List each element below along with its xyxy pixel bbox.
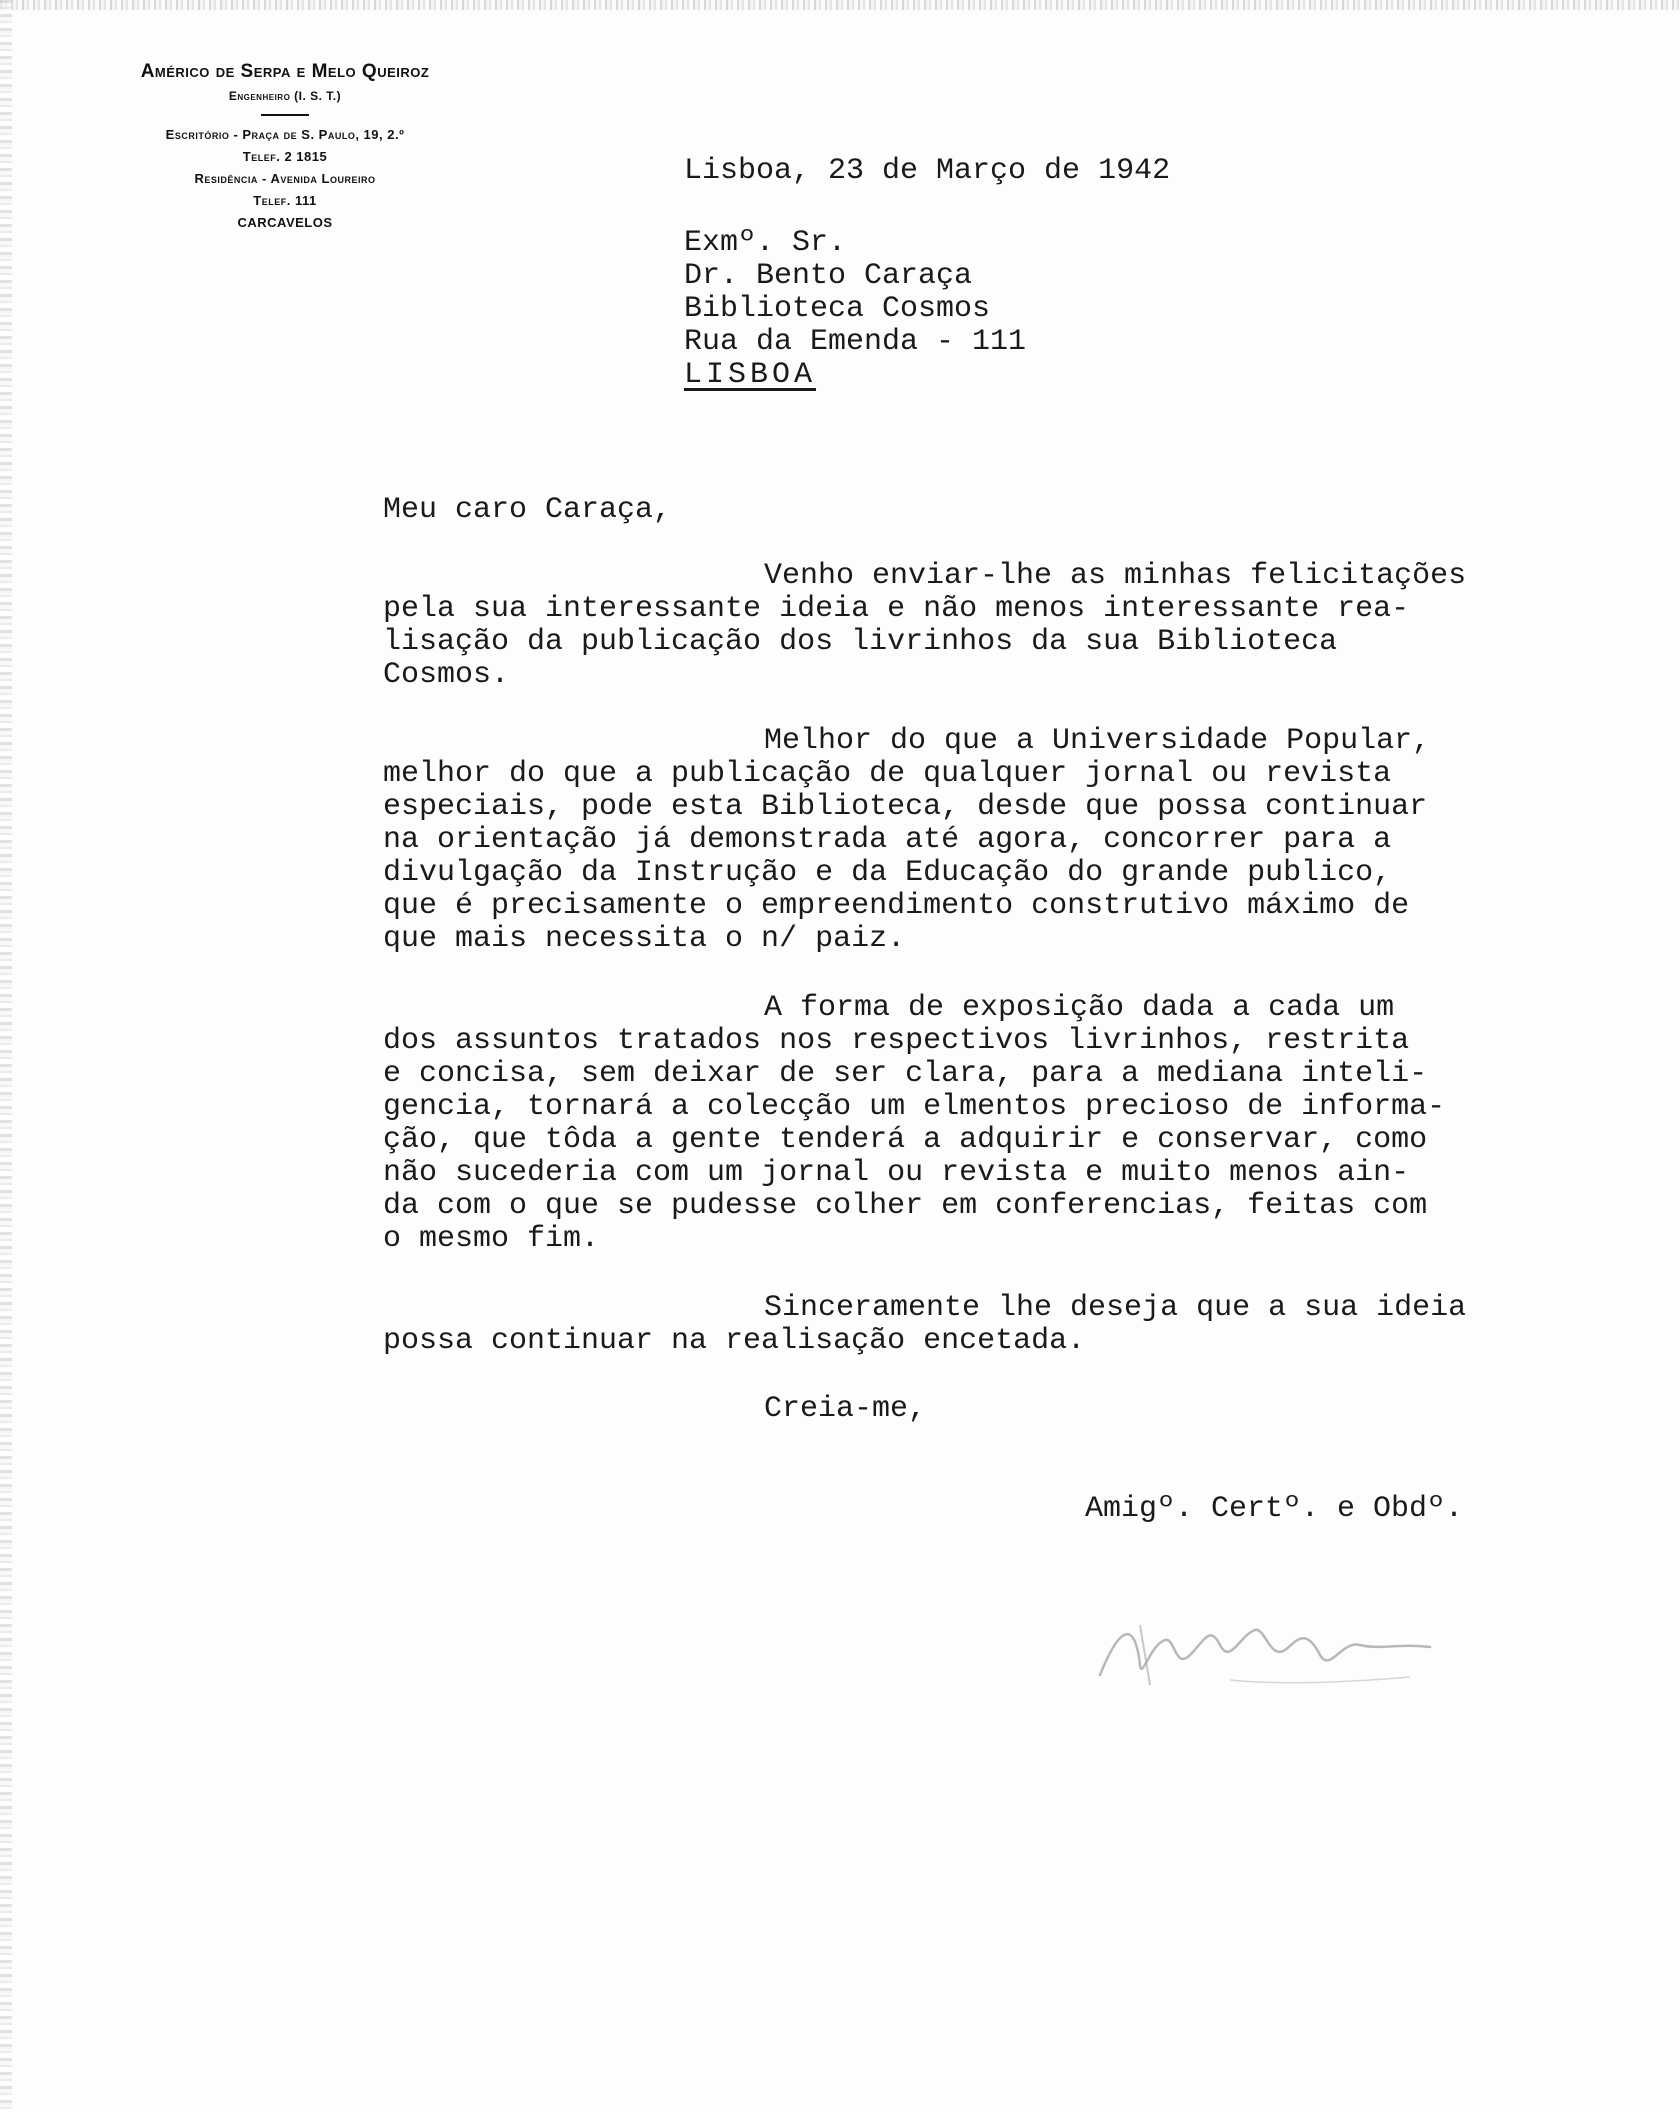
paragraph-line: pela sua interessante ideia e não menos interessante rea- xyxy=(383,592,1410,626)
paragraph-line: Cosmos. xyxy=(383,658,510,692)
recipient-salutation-line: Exmº. Sr. xyxy=(684,226,847,260)
paragraph-line: da com o que se pudesse colher em conferencias, feitas com xyxy=(383,1189,1428,1223)
paragraph-line: que é precisamente o empreendimento construtivo máximo de xyxy=(383,889,1410,923)
paragraph-line: não sucederia com um jornal ou revista e muito menos ain- xyxy=(383,1156,1410,1190)
letterhead-title: Engenheiro (I. S. T.) xyxy=(228,89,342,103)
closing: Creia-me, xyxy=(764,1392,927,1426)
paragraph-line: ção, que tôda a gente tenderá a adquirir e conservar, como xyxy=(383,1123,1428,1157)
paragraph-2 xyxy=(383,725,1563,956)
letterhead-name: Américo de Serpa e Melo Queiroz xyxy=(140,61,430,82)
paragraph-line: e concisa, sem deixar de ser clara, para a mediana inteli- xyxy=(383,1057,1428,1091)
paragraph-line: na orientação já demonstrada até agora, concorrer para a xyxy=(383,823,1392,857)
paragraph-line: o mesmo fim. xyxy=(383,1222,600,1256)
salutation: Meu caro Caraça, xyxy=(383,493,672,527)
paragraph-line: dos assuntos tratados nos respectivos livrinhos, restrita xyxy=(383,1024,1410,1058)
paragraph-3 xyxy=(383,992,1563,1256)
paragraph-line: Sinceramente lhe deseja que a sua ideia xyxy=(764,1291,1467,1325)
letterhead-office: Escritório - Praça de S. Paulo, 19, 2.º xyxy=(165,127,405,142)
recipient-street: Rua da Emenda - 111 xyxy=(684,325,1027,359)
letterhead-town: CARCAVELOS xyxy=(237,215,333,230)
paragraph-line: lisação da publicação dos livrinhos da sua Biblioteca xyxy=(383,625,1338,659)
letterhead-residence: Residência - Avenida Loureiro xyxy=(194,171,376,186)
recipient-organization: Biblioteca Cosmos xyxy=(684,292,991,326)
paragraph-line: Melhor do que a Universidade Popular, xyxy=(764,724,1431,758)
letterhead-office-phone: Telef. 2 1815 xyxy=(242,149,328,164)
paragraph-line: melhor do que a publicação de qualquer jornal ou revista xyxy=(383,757,1392,791)
recipient-name: Dr. Bento Caraça xyxy=(684,259,973,293)
paragraph-line: que mais necessita o n/ paiz. xyxy=(383,922,906,956)
letterhead-residence-phone: Telef. 111 xyxy=(253,193,317,208)
paragraph-line: A forma de exposição dada a cada um xyxy=(764,991,1395,1025)
paragraph-line: especiais, pode esta Biblioteca, desde que possa continuar xyxy=(383,790,1428,824)
date-line: Lisboa, 23 de Março de 1942 xyxy=(684,154,1171,188)
scan-edge-left xyxy=(0,0,12,2112)
paragraph-1 xyxy=(383,560,1563,692)
regards: Amigº. Certº. e Obdº. xyxy=(1085,1492,1464,1526)
letterhead-divider xyxy=(261,114,309,116)
paragraph-line: divulgação da Instrução e da Educação do grande publico, xyxy=(383,856,1392,890)
recipient-city: LISBOA xyxy=(684,358,817,392)
paragraph-4 xyxy=(383,1292,1563,1358)
scan-edge-top xyxy=(0,0,1680,10)
paragraph-line: possa continuar na realisação encetada. xyxy=(383,1324,1086,1358)
letterhead xyxy=(60,60,510,234)
paragraph-line: gencia, tornará a colecção um elmentos precioso de informa- xyxy=(383,1090,1446,1124)
handwritten-signature xyxy=(1080,1585,1460,1705)
paragraph-line: Venho enviar-lhe as minhas felicitações xyxy=(764,559,1467,593)
